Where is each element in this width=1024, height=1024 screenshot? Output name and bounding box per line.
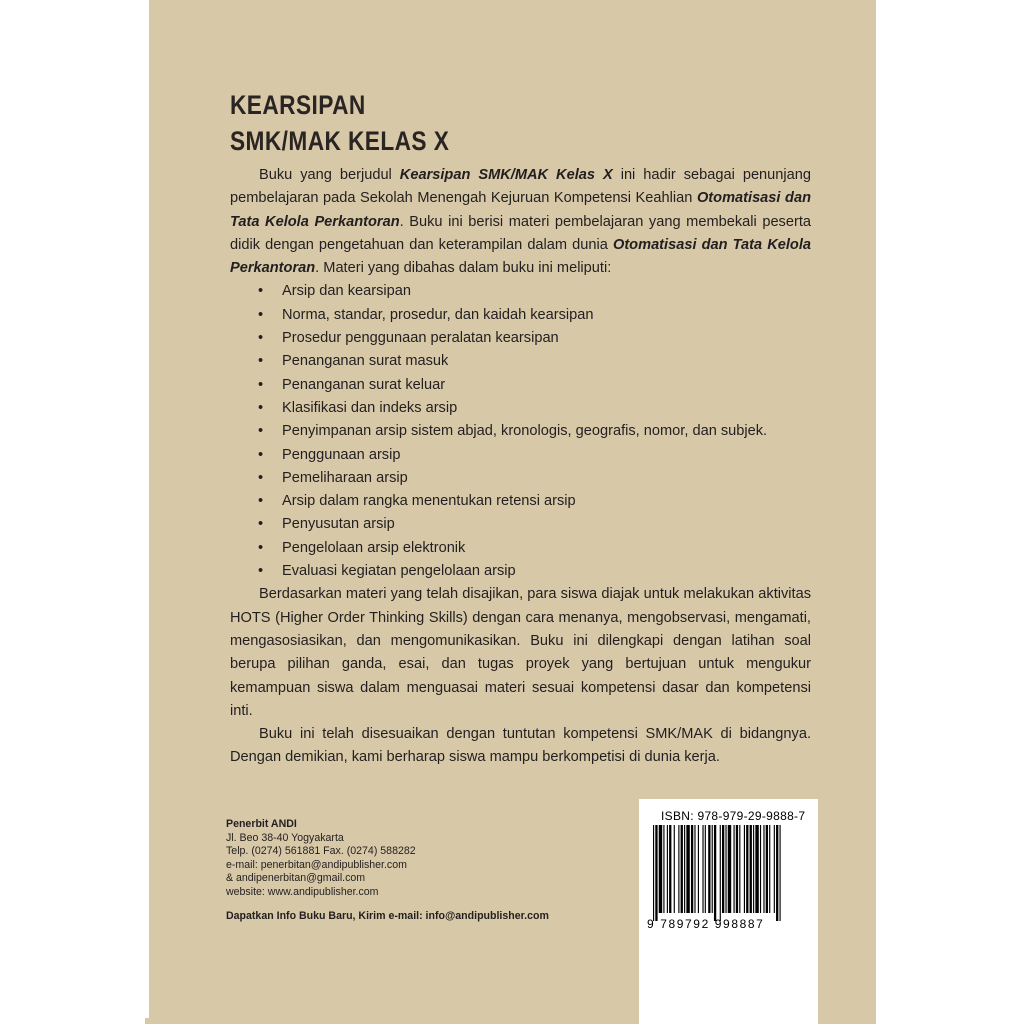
barcode-bar [734, 825, 735, 913]
topic-item: • Pemeliharaan arsip [230, 467, 811, 490]
topic-item: • Prosedur penggunaan peralatan kearsipan [230, 327, 811, 350]
barcode-bar [702, 825, 703, 913]
barcode-bar [746, 825, 748, 913]
barcode-bar [739, 825, 740, 913]
intro-text: Buku yang berjudul [259, 167, 400, 183]
book-title [230, 87, 449, 159]
cover-edge [145, 1018, 151, 1024]
barcode-bar [659, 825, 662, 913]
blurb [230, 164, 811, 770]
barcode-bar [753, 825, 754, 913]
hots-paragraph: Berdasarkan materi yang telah disajikan, para siswa diajak untuk melakukan aktivitas HOTS (Higher Order Thinking Skills) dengan cara menanya, mengobservasi, mengamati, mengasosiasikan, dan mengomunikasikan. Buku ini dilengkapi dengan latihan soal berupa pilihan ganda, esai, dan tugas proyek yang bertujuan untuk mengukur kemampuan siswa dalam menguasai materi sesuai kompetensi dasar dan kompetensi inti. [230, 586, 811, 719]
barcode-bar [728, 825, 731, 913]
topic-item: • Evaluasi kegiatan pengelolaan arsip [230, 560, 811, 583]
barcode-bar [755, 825, 758, 913]
publisher-info [226, 818, 416, 900]
barcode [647, 825, 809, 921]
barcode-bar [766, 825, 768, 913]
publisher-email-alt: & andipenerbitan@gmail.com [226, 872, 366, 885]
barcode-bar [694, 825, 695, 913]
barcode-bar [698, 825, 699, 913]
intro-program-name: Otomatisasi dan Tata Kelola Perkantoran [230, 190, 811, 230]
barcode-bar [769, 825, 770, 913]
intro-text: ini hadir sebagai penunjang pembelajaran pada Sekolah Menengah Kejuruan Kompetensi Keahlian [230, 167, 811, 207]
intro-text: . Materi yang dibahas dalam buku ini meliputi: [315, 260, 612, 277]
barcode-bar [722, 825, 724, 913]
topic-item: • Penanganan surat keluar [230, 374, 811, 397]
barcode-bar [774, 825, 775, 913]
topic-item: • Arsip dalam rangka menentukan retensi arsip [230, 490, 811, 513]
title-line-2: SMK/MAK KELAS X [230, 126, 450, 156]
barcode-bar [720, 825, 721, 921]
topic-list [230, 280, 811, 583]
topic-item: • Penanganan surat masuk [230, 350, 811, 373]
barcode-bar [681, 825, 683, 913]
barcode-bar [708, 825, 710, 913]
isbn-label: ISBN: 978-979-29-9888-7 [661, 809, 806, 823]
isbn-digits: 9 789792 998887 [647, 917, 765, 931]
topic-item: • Penyusutan arsip [230, 513, 811, 536]
topic-item: • Pengelolaan arsip elektronik [230, 537, 811, 560]
barcode-bar [776, 825, 778, 921]
barcode-bar [736, 825, 738, 913]
publisher-email: e-mail: penerbitan@andipublisher.com [226, 858, 407, 871]
topic-item: • Penyimpanan arsip sistem abjad, kronologis, geografis, nomor, dan subjek. [230, 420, 811, 443]
publisher-phone: Telp. (0274) 561881 Fax. (0274) 588282 [226, 845, 416, 858]
title-line-1: KEARSIPAN [230, 90, 366, 120]
topic-item: • Penggunaan arsip [230, 444, 811, 467]
isbn-box [639, 799, 818, 1024]
intro-text: . Buku ini berisi materi pembelajaran yang membekali peserta didik dengan pengetahuan dan keterampilan dalam dunia [230, 213, 811, 253]
barcode-bar [674, 825, 675, 913]
barcode-bar [750, 825, 752, 913]
publisher-address: Jl. Beo 38-40 Yogyakarta [226, 831, 344, 844]
intro-program-name: Otomatisasi dan Tata Kelola Perkantoran [230, 236, 812, 277]
barcode-bar [684, 825, 685, 913]
barcode-bar [712, 825, 713, 913]
intro-book-name: Kearsipan SMK/MAK Kelas X [399, 167, 613, 183]
barcode-bar [760, 825, 761, 913]
barcode-bar [780, 825, 781, 921]
topic-item: • Arsip dan kearsipan [230, 280, 811, 303]
barcode-bar [705, 825, 706, 913]
topic-item: • Norma, standar, prosedur, dan kaidah kearsipan [230, 304, 811, 327]
publisher-name: Penerbit ANDI [226, 818, 297, 830]
topic-item: • Klasifikasi dan indeks arsip [230, 397, 811, 420]
barcode-bar [714, 825, 716, 921]
barcode-bar [691, 825, 693, 913]
closing-paragraph: Buku ini telah disesuaikan dengan tuntutan kompetensi SMK/MAK di bidangnya. Dengan demikian, kami berharap siswa mampu berkompetisi di dunia kerja. [230, 726, 811, 766]
intro-paragraph [230, 164, 811, 280]
promo-line: Dapatkan Info Buku Baru, Kirim e-mail: info@andipublisher.com [226, 910, 549, 922]
barcode-bar [663, 825, 664, 913]
barcode-bar [678, 825, 679, 913]
barcode-bar [653, 825, 654, 921]
barcode-bar [725, 825, 726, 913]
barcode-bar [686, 825, 689, 913]
barcode-bar [763, 825, 764, 913]
publisher-website: website: www.andipublisher.com [226, 885, 379, 898]
barcode-bar [655, 825, 657, 921]
barcode-bar [744, 825, 745, 913]
barcode-bar [669, 825, 671, 913]
barcode-bar [667, 825, 668, 913]
